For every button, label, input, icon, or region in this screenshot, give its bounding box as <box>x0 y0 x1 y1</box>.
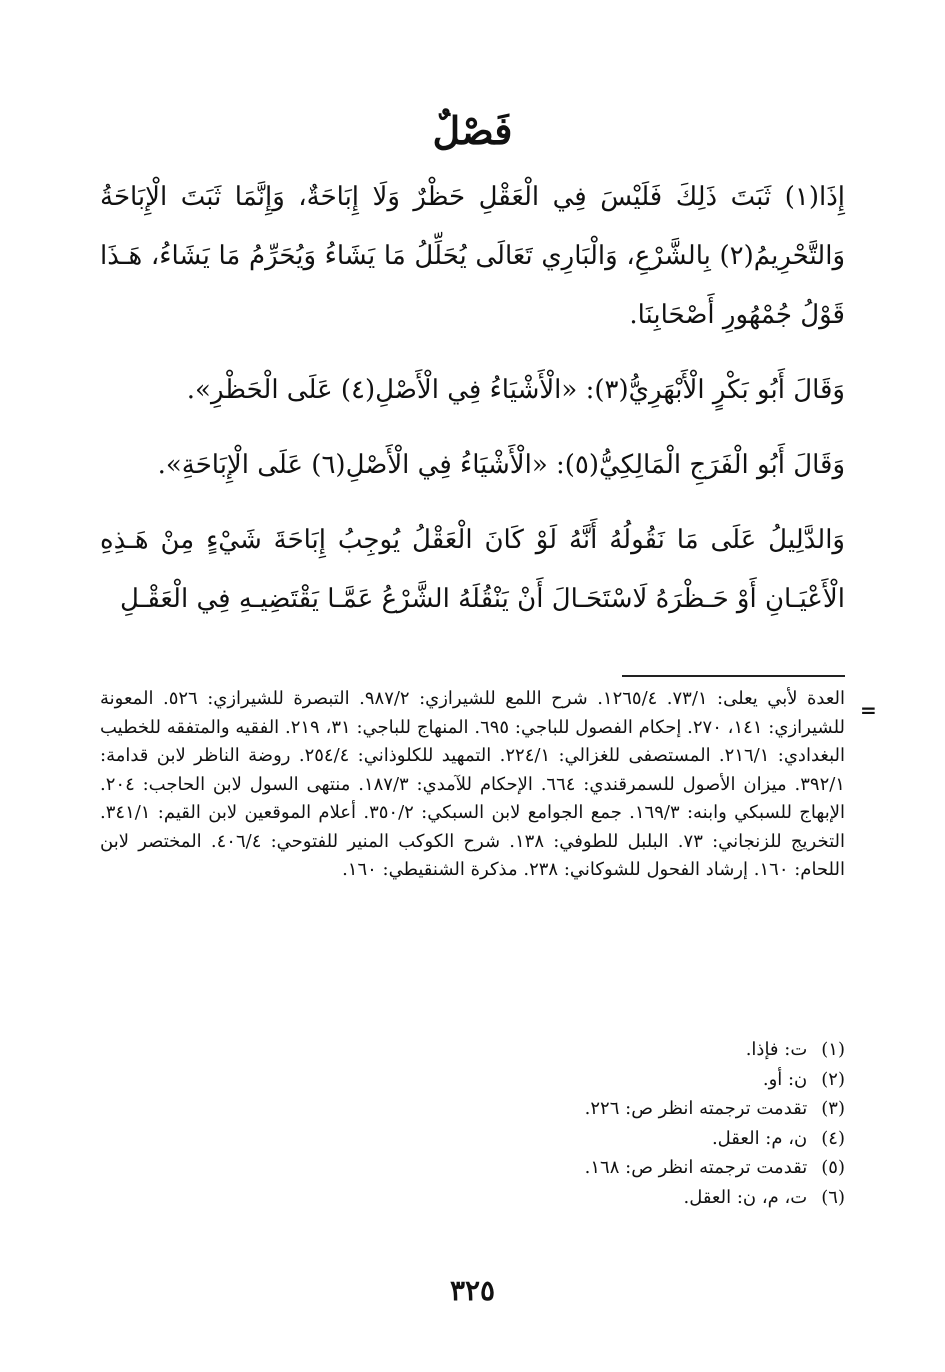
footnote-number: (٢) <box>821 1068 845 1090</box>
footnote-text: ت، م، ن: العقل. <box>683 1186 808 1208</box>
footnote-text: ن: أو. <box>762 1068 808 1090</box>
footnote-number: (٤) <box>821 1127 845 1149</box>
footnote-text: ت: فإذا. <box>745 1039 808 1060</box>
footnote-item <box>420 1094 845 1124</box>
footnote-item <box>420 1183 845 1213</box>
footnote-text: تقدمت ترجمته انظر ص: ٢٢٦. <box>584 1098 808 1119</box>
paragraph-1: إِذَا(١) ثَبَتَ ذَلِكَ فَلَيْسَ فِي الْعَقْلِ حَظْرٌ وَلَا إِبَاحَةٌ، وَإِنَّمَا ثَبَتَ الْإِبَاحَةُ وَالتَّحْرِيمُ(٢) بِالشَّرْعِ، وَالْبَارِي تَعَالَى يُحَلِّلُ مَا يَشَاءُ وَيُحَرِّمُ مَا يَشَاءُ، هَـذَا قَوْلُ جُمْهُورِ أَصْحَابِنَا. <box>100 182 845 330</box>
paragraph-2: وَقَالَ أَبُو بَكْرٍ الْأَبْهَرِيُّ(٣): «الْأَشْيَاءُ فِي الْأَصْلِ(٤) عَلَى الْحَظْرِ». <box>186 375 845 405</box>
footnote-number: (٥) <box>821 1157 845 1178</box>
section-title: فَصْلٌ <box>432 108 513 153</box>
footnote-number: (١) <box>821 1039 845 1060</box>
page-number: ٣٢٥ <box>449 1274 496 1307</box>
references-footnote: العدة لأبي يعلى: ٧٣/١. ١٢٦٥/٤. شرح اللمع للشيرازي: ٩٨٧/٢. التبصرة للشيرازي: ٥٢٦. المعونة للشيرازي: ١٤١، ٢٧٠. إحكام الفصول للباجي: ٦٩٥. المنهاج للباجي: ٣١، ٢١٩. الفقيه والمتفقه للخطيب البغدادي: ٢١٦/١. المستصفى للغزالي: ٢٢٤/١. التمهيد للكلوذاني: ٢٥٤/٤. روضة الناظر لابن قدامة: ٣٩٢/١. ميزان الأصول للسمرقندي: ٦٦٤. الإحكام للآمدي: ١٨٧/٣. منتهى السول لابن الحاجب: ٢٠٤. الإبهاج للسبكي وابنه: ١٦٩/٣. جمع الجوامع لابن السبكي: ٣٥٠/٢. أعلام الموقعين لابن القيم: ٣٤١/١. التخريج للزنجاني: ٧٣. البلبل للطوفي: ١٣٨. شرح الكوكب المنير للفتوحي: ٤٠٦/٤. المختصر لابن اللحام: ١٦٠. إرشاد الفحول للشوكاني: ٢٣٨. مذكرة الشنقيطي: ١٦٠. <box>100 688 846 880</box>
footnote-item <box>420 1153 845 1183</box>
footnote-separator <box>622 675 845 677</box>
footnotes-list <box>420 1035 845 1212</box>
paragraph-4: وَالدَّلِيلُ عَلَى مَا نَقُولُهُ أَنَّهُ لَوْ كَانَ الْعَقْلُ يُوجِبُ إِبَاحَةَ شَيْءٍ مِنْ هَـذِهِ الْأَعْيَـانِ أَوْ حَـظْرَهُ لَاسْتَحَـالَ أَنْ يَنْقُلَهُ الشَّرْعُ عَمَّـا يَقْتَضِيـهِ فِي الْعَقْـلِ <box>100 525 845 614</box>
footnote-number: (٦) <box>821 1186 845 1208</box>
footnote-text: تقدمت ترجمته انظر ص: ١٦٨. <box>584 1157 808 1178</box>
footnote-item <box>420 1035 845 1065</box>
footnote-item <box>420 1065 845 1095</box>
paragraph-3: وَقَالَ أَبُو الْفَرَجِ الْمَالِكِيُّ(٥): «الْأَشْيَاءُ فِي الْأَصْلِ(٦) عَلَى الْإِبَاحَةِ». <box>157 450 845 480</box>
footnote-item <box>420 1124 845 1154</box>
footnote-text: ن، م: العقل. <box>711 1127 808 1149</box>
footnote-number: (٣) <box>821 1098 845 1119</box>
continuation-mark: = <box>860 698 877 722</box>
main-text <box>100 168 845 629</box>
